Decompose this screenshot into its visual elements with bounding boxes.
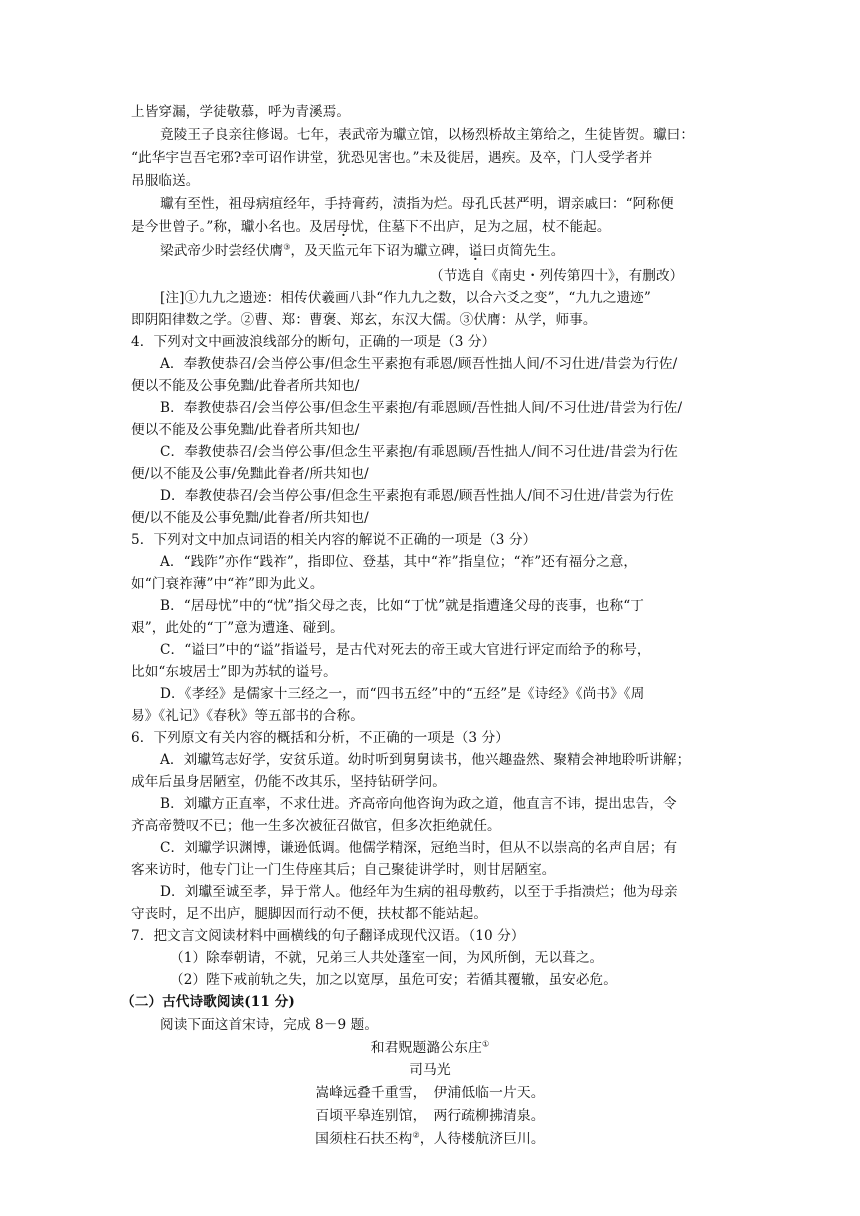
poem-line: 嵩峰远叠千重雪， 伊浦低临一片天。	[315, 1085, 545, 1101]
option-c: C．刘瓛学识渊博，谦逊低调。他儒学精深，冠绝当时，但从不以崇高的名声自居；有	[160, 840, 678, 856]
translation-sentence-2: （2）陛下戒前轨之失，加之以宽厚，虽危可安；若循其覆辙，虽安必危。	[170, 972, 617, 988]
text-run: 国须柱石扶丕构	[315, 1131, 413, 1147]
question-5-stem: 5．下列对文中加点词语的相关内容的解说不正确的一项是（3 分）	[131, 532, 537, 548]
passage-line: 瓛有至性，祖母病疽经年，手持膏药，渍指为烂。母孔氏甚严明，谓亲戚曰：“阿称便	[160, 196, 674, 212]
question-7-stem: 7．把文言文阅读材料中画横线的句子翻译成现代汉语。（10 分）	[131, 928, 525, 944]
question-6-stem: 6．下列原文有关内容的概括和分析，不正确的一项是（3 分）	[131, 730, 509, 746]
option-c-cont: 便/以不能及公事/免黜此眷者/所共知也/	[131, 466, 369, 482]
option-a-cont: 成年后虽身居陋室，仍能不改其乐，坚持钻研学问。	[131, 774, 446, 790]
option-a: A．奉教使恭召/会当停公事/但念生平素抱有乖恩/顾吾性拙人间/不习仕进/昔尝为行佐/	[160, 356, 678, 372]
source-citation: （节选自《南史・列传第四十》，有删改）	[430, 268, 684, 284]
option-b-cont: 便以不能及公事免黜/此眷者所共知也/	[131, 422, 360, 438]
section-heading: （二）古代诗歌阅读(11 分)	[121, 994, 295, 1010]
option-c-cont: 客来访时，他专门让一门生侍座其后；自己聚徒讲学时，则甘居陋室。	[131, 862, 556, 878]
option-b: B．“居母忧”中的“忧”指父母之丧，比如“丁忧”就是指遭逢父母的丧事，也称“丁	[160, 598, 644, 614]
option-a-cont: 便以不能及公事免黜/此眷者所共知也/	[131, 378, 360, 394]
poem-title	[0, 1037, 860, 1059]
option-a: A．“践阼”亦作“践祚”，指即位、登基，其中“祚”指皇位；“祚”还有福分之意，	[160, 554, 638, 570]
passage-line: 上皆穿漏，学徒敬慕，呼为青溪焉。	[131, 104, 351, 120]
text-run: 曰贞简先生。	[482, 243, 565, 259]
option-d-cont: 便/以不能及公事免黜/此眷者/所共知也/	[131, 510, 369, 526]
option-d: D．《孝经》是儒家十三经之一，而“四书五经”中的“五经”是《诗经》《尚书》《周	[160, 686, 645, 702]
footnote-marker: ③	[283, 242, 291, 252]
option-d: D．奉教使恭召/会当停公事/但念生平素抱有乖恩/顾吾性拙人/间不习仕进/昔尝为行佐	[160, 488, 674, 504]
poem-line: 百顷平皋连别馆， 两行疏柳拂清泉。	[315, 1108, 545, 1124]
passage-line	[131, 216, 731, 238]
text-run: 是今世曾子。”称，瓛小名也。及居	[131, 219, 337, 235]
option-c: C．“谥曰”中的“谥”指谥号，是古代对死去的帝王或大官进行评定而给予的称号，	[160, 642, 651, 658]
passage-line: “此华宇岂吾宅邪?幸可诏作讲堂，犹恐见害也。”未及徙居，遇疾。及卒，门人受学者并	[131, 150, 653, 166]
poem-author: 司马光	[409, 1062, 451, 1078]
option-b: B．奉教使恭召/会当停公事/但念生平素抱/有乖恩顾/吾性拙人间/不习仕进/昔尝为行佐/	[160, 400, 683, 416]
poetry-intro: 阅读下面这首宋诗，完成 8－9 题。	[160, 1017, 379, 1033]
option-d-cont: 易》《礼记》《春秋》等五部书的合称。	[131, 708, 364, 724]
option-a: A．刘瓛笃志好学，安贫乐道。幼时听到舅舅读书，他兴趣盎然、聚精会神地聆听讲解；	[160, 752, 691, 768]
question-4-stem: 4．下列对文中画波浪线部分的断句，正确的一项是（3 分）	[131, 334, 496, 350]
poem-line	[0, 1128, 860, 1150]
footnote-marker: ①	[481, 1039, 490, 1049]
option-d-cont: 守丧时，足不出庐，腿脚因而行动不便，扶杖都不能站起。	[131, 906, 488, 922]
dotted-word: 母	[336, 219, 351, 235]
option-b: B．刘瓛方正直率，不求仕进。齐高帝向他咨询为政之道，他直言不讳，提出忠告，令	[160, 796, 677, 812]
text-run: ，人待楼航济巨川。	[419, 1131, 545, 1147]
option-a-cont: 如“门衰祚薄”中“祚”即为此义。	[131, 576, 324, 592]
translation-sentence-1: （1）除奉朝请，不就，兄弟三人共处蓬室一间，为风所倒，无以葺之。	[170, 950, 604, 966]
annotation-line: [注]①九九之遗迹：相传伏羲画八卦“作九九之数，以合六爻之变”，“九九之遗迹”	[160, 290, 651, 306]
text-run: ，及天监元年下诏为瓛立碑，	[290, 243, 469, 259]
passage-line: 竟陵王子良亲往修谒。七年，表武帝为瓛立馆，以杨烈桥故主第给之，生徒皆贺。瓛曰：	[160, 127, 695, 143]
dotted-word: 谥	[468, 243, 483, 259]
option-d: D．刘瓛至诚至孝，异于常人。他经年为生病的祖母敷药，以至于手指溃烂；他为母亲	[160, 884, 678, 900]
annotation-line: 即阴阳律数之学。②曹、郑：曹褒、郑玄，东汉大儒。③伏膺：从学，师事。	[131, 312, 597, 328]
option-b-cont: 艰”，此处的“丁”意为遭逢、碰到。	[131, 620, 344, 636]
option-c-cont: 比如“东坡居士”即为苏轼的谥号。	[131, 664, 337, 680]
option-b-cont: 齐高帝赞叹不已；他一生多次被征召做官，但多次拒绝就任。	[131, 818, 501, 834]
footnote-marker: ②	[412, 1130, 420, 1140]
poem-title-text: 和君贶题潞公东庄	[370, 1040, 482, 1056]
text-run: 梁武帝少时尝经伏膺	[160, 243, 284, 259]
passage-line: 吊服临送。	[131, 173, 200, 189]
text-run: 忧，住墓下不出庐，足为之屈，杖不能起。	[350, 219, 611, 235]
option-c: C．奉教使恭召/会当停公事/但念生平素抱/有乖恩顾/吾性拙人/间不习仕进/昔尝为行佐	[160, 444, 678, 460]
passage-line	[160, 240, 760, 262]
